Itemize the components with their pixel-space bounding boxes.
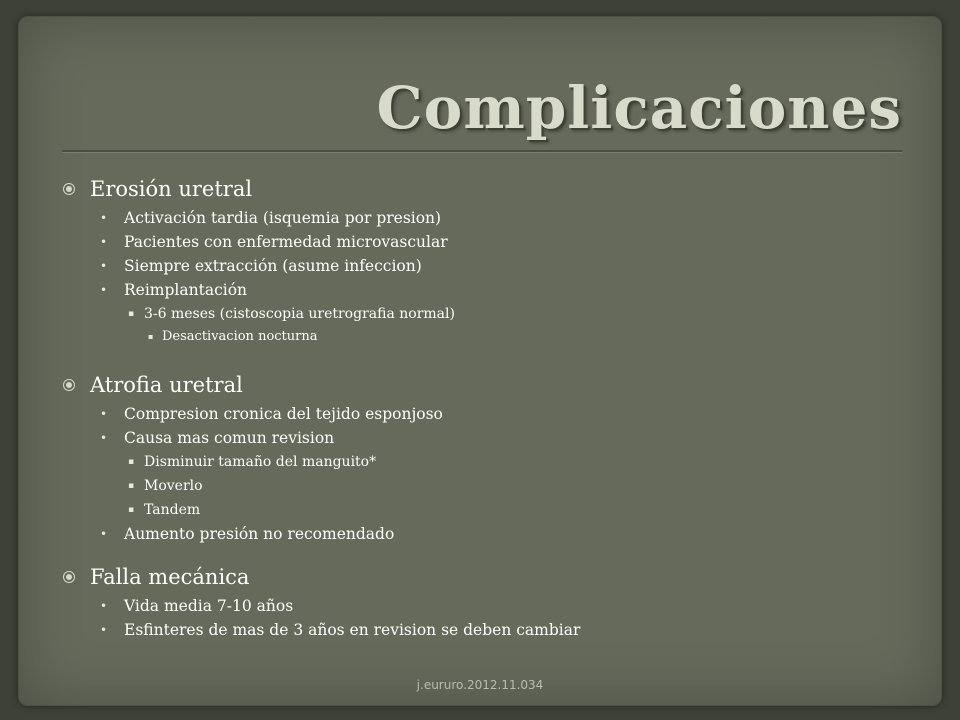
target-bullet-icon — [62, 368, 76, 402]
list-subitem-text: Disminuir tamaño del manguito* — [144, 454, 377, 470]
target-bullet-icon — [62, 172, 76, 206]
list-item — [62, 618, 882, 642]
list-item-text: Pacientes con enfermedad microvascular — [124, 233, 448, 251]
title-divider — [62, 150, 902, 153]
small-dot-bullet-icon: ▪ — [128, 309, 135, 319]
section-heading-text: Atrofia uretral — [90, 373, 243, 397]
list-item-text: Activación tardia (isquemia por presion) — [124, 209, 442, 227]
list-item — [62, 254, 882, 278]
slide-content — [62, 172, 882, 642]
dot-bullet-icon: • — [100, 599, 108, 613]
list-item — [62, 426, 882, 450]
list-subitem — [62, 450, 882, 474]
section-heading-erosion — [62, 172, 882, 206]
list-subitem-text: 3-6 meses (cistoscopia uretrografia normal) — [144, 306, 455, 322]
list-subitem — [62, 498, 882, 522]
list-subitem-text: Moverlo — [144, 478, 203, 494]
list-subitem-text: Tandem — [144, 502, 201, 518]
dot-bullet-icon: • — [100, 211, 108, 225]
list-item — [62, 522, 882, 546]
list-subitem — [62, 474, 882, 498]
section-heading-text: Erosión uretral — [90, 177, 253, 201]
list-item-text: Siempre extracción (asume infeccion) — [124, 257, 422, 275]
list-item-text: Causa mas comun revision — [124, 429, 335, 447]
list-subsubitem — [62, 326, 882, 348]
list-item — [62, 230, 882, 254]
tiny-dot-bullet-icon: ▪ — [148, 332, 154, 341]
list-item — [62, 402, 882, 426]
dot-bullet-icon: • — [100, 527, 108, 541]
list-item-text: Compresion cronica del tejido esponjoso — [124, 405, 443, 423]
dot-bullet-icon: • — [100, 407, 108, 421]
dot-bullet-icon: • — [100, 235, 108, 249]
list-item — [62, 594, 882, 618]
section-heading-falla — [62, 560, 882, 594]
list-subsubitem-text: Desactivacion nocturna — [162, 329, 318, 344]
target-bullet-icon — [62, 560, 76, 594]
dot-bullet-icon: • — [100, 259, 108, 273]
dot-bullet-icon: • — [100, 623, 108, 637]
dot-bullet-icon: • — [100, 283, 108, 297]
small-dot-bullet-icon: ▪ — [128, 505, 135, 515]
list-item — [62, 278, 882, 302]
slide-footer-reference: j.eururo.2012.11.034 — [416, 678, 544, 692]
list-subitem — [62, 302, 882, 326]
section-heading-atrofia — [62, 368, 882, 402]
list-item-text: Reimplantación — [124, 281, 248, 299]
list-item — [62, 206, 882, 230]
section-heading-text: Falla mecánica — [90, 565, 250, 589]
small-dot-bullet-icon: ▪ — [128, 481, 135, 491]
list-item-text: Esfinteres de mas de 3 años en revision se deben cambiar — [124, 621, 581, 639]
slide-title: Complicaciones — [376, 74, 902, 142]
dot-bullet-icon: • — [100, 431, 108, 445]
list-item-text: Vida media 7-10 años — [124, 597, 294, 615]
list-item-text: Aumento presión no recomendado — [124, 525, 395, 543]
small-dot-bullet-icon: ▪ — [128, 457, 135, 467]
